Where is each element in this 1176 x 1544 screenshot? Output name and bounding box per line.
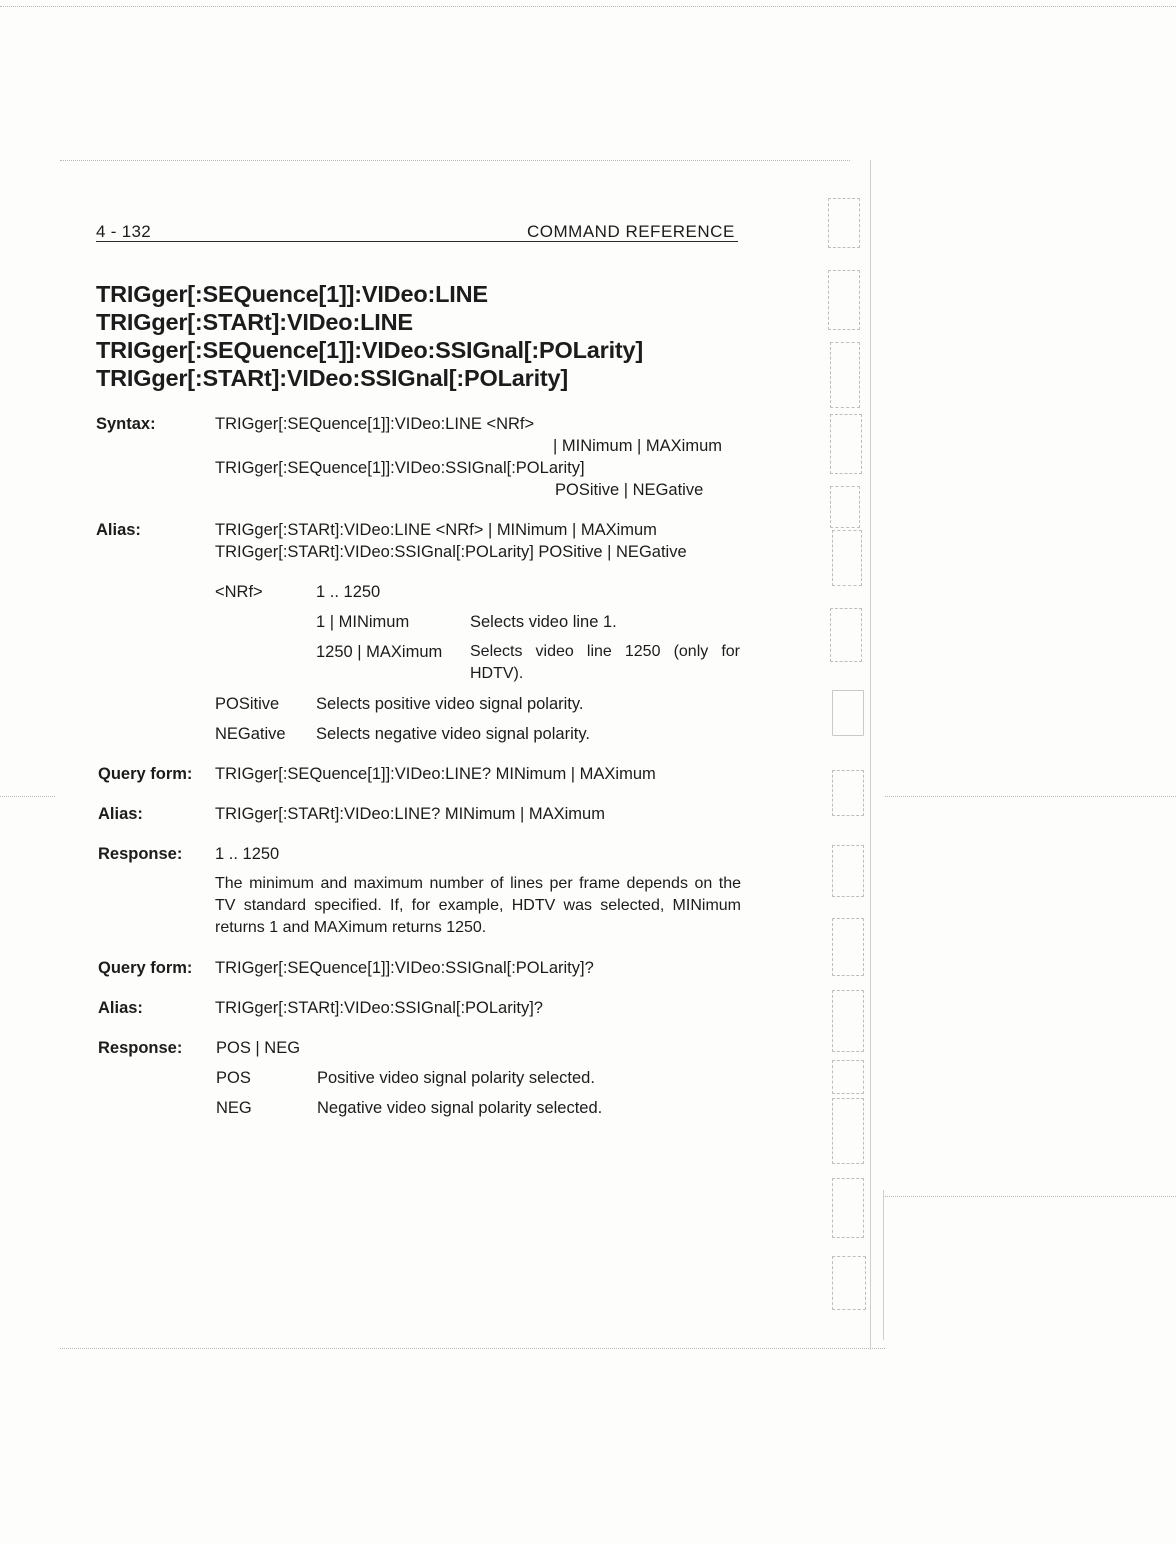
- binder-tab: [830, 342, 860, 408]
- binder-tab: [832, 990, 864, 1052]
- command-title: [96, 280, 643, 392]
- alias-text: TRIGger[:STARt]:VIDeo:SSIGnal[:POLarity]?: [215, 999, 543, 1017]
- response-text: 1 .. 1250: [215, 845, 280, 863]
- param-min-name: 1 | MINimum: [316, 613, 410, 631]
- response-pos-name: POS: [216, 1069, 251, 1087]
- binder-tab: [832, 1098, 864, 1164]
- response-label: Response:: [98, 845, 183, 863]
- response-pos-desc: Positive video signal polarity selected.: [317, 1069, 595, 1087]
- param-neg-desc: Selects negative video signal polarity.: [316, 725, 590, 743]
- param-max-desc: Selects video line 1250 (only for HDTV).: [470, 643, 740, 682]
- binder-tab: [830, 608, 862, 662]
- query-form-label: Query form:: [98, 959, 193, 977]
- binding-edge-line: [870, 160, 871, 1350]
- param-pos-name: POSitive: [215, 695, 280, 713]
- scan-mark-right-lower: [885, 1196, 1176, 1197]
- alias-label: Alias:: [96, 521, 141, 539]
- alias-line: TRIGger[:STARt]:VIDeo:LINE <NRf> | MINimum | MAXimum: [215, 521, 657, 539]
- binder-tab: [832, 1178, 864, 1238]
- binder-tab: [828, 198, 860, 248]
- binder-tab: [832, 845, 864, 897]
- alias-label: Alias:: [98, 805, 143, 823]
- response-text: POS | NEG: [216, 1039, 301, 1057]
- binder-tab: [830, 414, 862, 474]
- section-title: COMMAND REFERENCE: [527, 222, 735, 241]
- param-nrf-range: 1 .. 1250: [316, 583, 381, 601]
- binder-tab: [832, 770, 864, 816]
- title-line: TRIGger[:SEQuence[1]]:VIDeo:LINE: [96, 281, 488, 307]
- param-min-desc: Selects video line 1.: [470, 613, 617, 631]
- binding-edge-line-2: [883, 1190, 884, 1340]
- query-form-label: Query form:: [98, 765, 193, 783]
- scan-border-upper: [60, 160, 850, 161]
- query-form-text: TRIGger[:SEQuence[1]]:VIDeo:SSIGnal[:POLarity]?: [215, 959, 594, 977]
- alias-label: Alias:: [98, 999, 143, 1017]
- syntax-line: | MINimum | MAXimum: [553, 437, 722, 455]
- binder-tab: [828, 270, 860, 330]
- binder-tab: [832, 530, 862, 586]
- alias-text: TRIGger[:STARt]:VIDeo:LINE? MINimum | MAXimum: [215, 805, 605, 823]
- param-nrf-name: <NRf>: [215, 583, 263, 601]
- scan-border-lower: [60, 1348, 885, 1349]
- title-line: TRIGger[:SEQuence[1]]:VIDeo:SSIGnal[:POLarity]: [96, 337, 644, 363]
- binder-tab: [832, 690, 864, 736]
- alias-line: TRIGger[:STARt]:VIDeo:SSIGnal[:POLarity] POSitive | NEGative: [215, 543, 687, 561]
- syntax-line: POSitive | NEGative: [555, 481, 704, 499]
- scan-mark-left: [0, 796, 55, 797]
- response-neg-name: NEG: [216, 1099, 252, 1117]
- binder-tab: [832, 918, 864, 976]
- param-pos-desc: Selects positive video signal polarity.: [316, 695, 584, 713]
- syntax-line: TRIGger[:SEQuence[1]]:VIDeo:LINE <NRf>: [215, 415, 535, 433]
- scan-border-top: [0, 6, 1176, 7]
- binder-tab: [832, 1060, 864, 1094]
- header-rule: [96, 241, 738, 242]
- title-line: TRIGger[:STARt]:VIDeo:LINE: [96, 309, 413, 335]
- response-label: Response:: [98, 1039, 183, 1057]
- param-max-name: 1250 | MAXimum: [316, 643, 443, 661]
- page-number: 4 - 132: [96, 222, 152, 241]
- binder-tab: [830, 486, 860, 528]
- param-neg-name: NEGative: [215, 725, 286, 743]
- scan-mark-right: [885, 796, 1176, 797]
- title-line: TRIGger[:STARt]:VIDeo:SSIGnal[:POLarity]: [96, 365, 569, 391]
- syntax-line: TRIGger[:SEQuence[1]]:VIDeo:SSIGnal[:POLarity]: [215, 459, 585, 477]
- query-form-text: TRIGger[:SEQuence[1]]:VIDeo:LINE? MINimum | MAXimum: [215, 765, 656, 783]
- binder-tab: [832, 1256, 866, 1310]
- response-note: The minimum and maximum number of lines per frame depends on the TV standard specified. If, for example, HDTV was selected, MINimum returns 1 and MAXimum returns 1250.: [215, 875, 741, 936]
- response-neg-desc: Negative video signal polarity selected.: [317, 1099, 603, 1117]
- syntax-label: Syntax:: [96, 415, 156, 433]
